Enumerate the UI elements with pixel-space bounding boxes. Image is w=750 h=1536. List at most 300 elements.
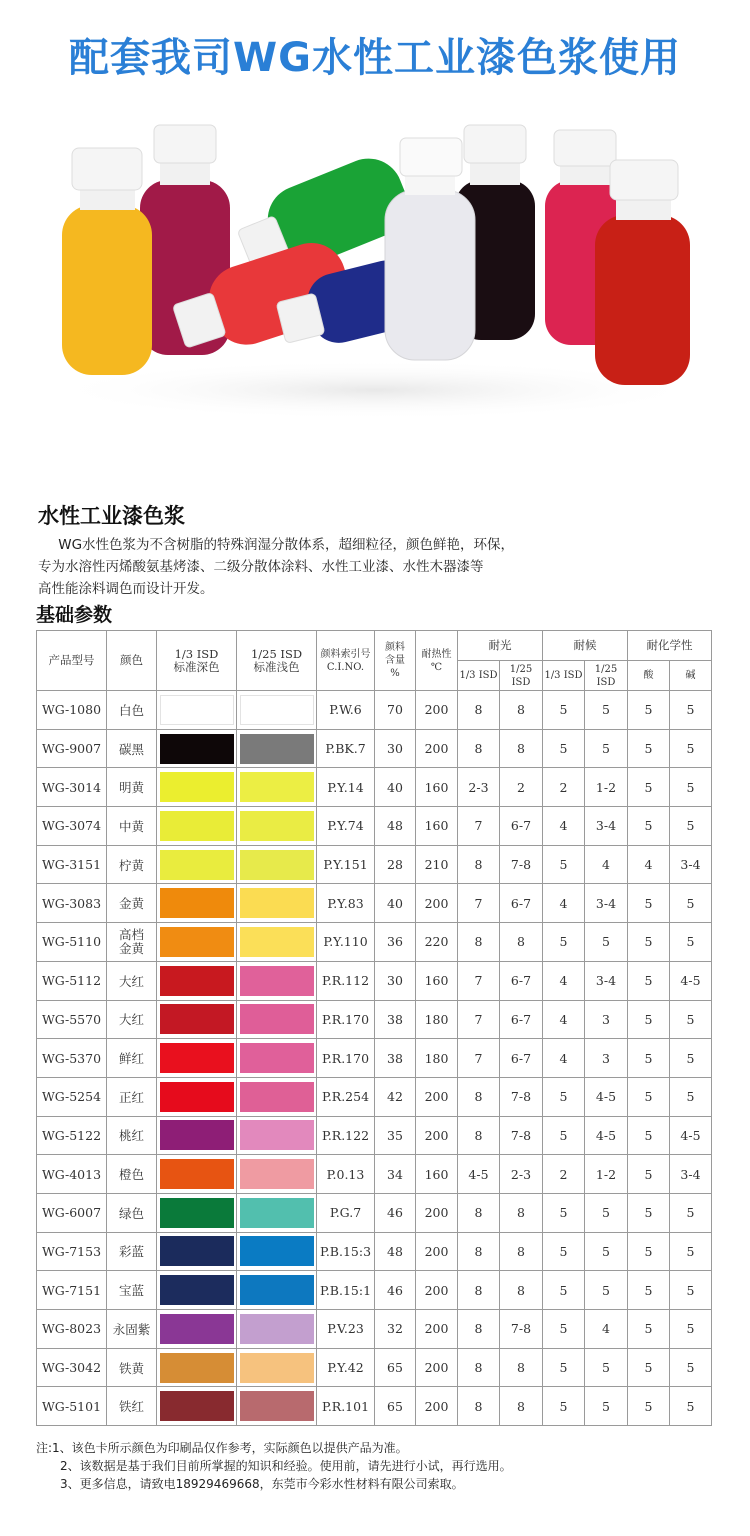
header-sub: 1/3 ISD <box>458 661 500 691</box>
cell-content-value: 38 <box>387 1050 403 1066</box>
cell-color-value: 大红 <box>118 973 144 989</box>
cell-ci-value: P.0.13 <box>326 1166 365 1182</box>
color-swatch-light <box>240 888 314 918</box>
cell-alkali <box>670 1348 712 1387</box>
cell-lf125-value: 6-7 <box>510 1050 532 1066</box>
header-ci: 颜料索引号 C.I.NO. <box>317 631 375 691</box>
cell-lf125 <box>500 768 543 807</box>
cell-lf125 <box>500 1193 543 1232</box>
cell-wr125 <box>585 1348 628 1387</box>
cell-wr13-value: 5 <box>559 1321 568 1337</box>
cell-acid-value: 5 <box>644 741 653 757</box>
cell-model <box>37 1348 107 1387</box>
cell-content-value: 42 <box>387 1089 403 1105</box>
cell-color <box>107 1116 157 1155</box>
cell-ci-value: P.R.170 <box>321 1050 370 1066</box>
cell-wr13-value: 5 <box>559 1089 568 1105</box>
cell-ci <box>317 845 375 884</box>
cell-wr13-value: 2 <box>559 1166 568 1182</box>
cell-lf125-value: 8 <box>517 1282 525 1298</box>
cell-heat-value: 160 <box>424 1166 449 1182</box>
cell-acid-value: 5 <box>644 934 653 950</box>
cell-alkali <box>670 1039 712 1078</box>
cell-wr125 <box>585 1000 628 1039</box>
cell-color <box>107 1077 157 1116</box>
cell-lf125 <box>500 1232 543 1271</box>
swatch-light-cell <box>237 1155 317 1194</box>
cell-content <box>375 729 416 768</box>
swatch-deep-cell <box>157 1000 237 1039</box>
cell-wr125-value: 5 <box>602 702 610 718</box>
color-swatch-light <box>240 1314 314 1344</box>
cell-heat <box>416 1155 458 1194</box>
cell-acid-value: 5 <box>644 1089 653 1105</box>
cell-ci <box>317 1348 375 1387</box>
cell-content <box>375 807 416 846</box>
cell-wr13 <box>543 807 585 846</box>
cell-color <box>107 1271 157 1310</box>
swatch-light-cell <box>237 691 317 730</box>
cell-model <box>37 1387 107 1426</box>
cell-ci-value: P.R.101 <box>321 1398 370 1414</box>
color-swatch-light <box>240 1082 314 1112</box>
cell-wr125 <box>585 845 628 884</box>
cell-model <box>37 1271 107 1310</box>
cell-wr125 <box>585 691 628 730</box>
cell-ci <box>317 1155 375 1194</box>
cell-content <box>375 691 416 730</box>
cell-content <box>375 1077 416 1116</box>
cell-ci <box>317 1232 375 1271</box>
cell-lf125-value: 2-3 <box>510 1166 532 1182</box>
swatch-deep-cell <box>157 1348 237 1387</box>
cell-content-value: 48 <box>387 818 403 834</box>
cell-ci-value: P.BK.7 <box>325 741 366 757</box>
color-swatch-deep <box>160 1236 234 1266</box>
table-row <box>37 1310 712 1349</box>
cell-color-value: 绿色 <box>118 1205 144 1221</box>
cell-acid-value: 5 <box>644 1205 653 1221</box>
cell-model-value: WG-5570 <box>41 1011 102 1027</box>
swatch-deep-cell <box>157 768 237 807</box>
cell-lf125-value: 8 <box>517 1398 525 1414</box>
header-content: 颜料 含量 % <box>375 631 416 691</box>
cell-acid <box>628 884 670 923</box>
cell-wr13-value: 4 <box>559 973 568 989</box>
cell-lf125-value: 6-7 <box>510 973 532 989</box>
section-title: 水性工业漆色浆 <box>38 504 185 528</box>
cell-lf13 <box>458 807 500 846</box>
cell-lf125 <box>500 1116 543 1155</box>
cell-acid <box>628 1000 670 1039</box>
cell-heat <box>416 1387 458 1426</box>
color-swatch-deep <box>160 772 234 802</box>
cell-color-value: 桃红 <box>118 1128 144 1144</box>
swatch-deep-cell <box>157 807 237 846</box>
cell-color <box>107 961 157 1000</box>
cell-alkali-value: 5 <box>686 1321 695 1337</box>
cell-heat <box>416 729 458 768</box>
cell-content-value: 36 <box>387 934 403 950</box>
cell-heat <box>416 845 458 884</box>
cell-acid <box>628 1232 670 1271</box>
cell-model <box>37 1310 107 1349</box>
cell-wr13-value: 5 <box>559 1282 568 1298</box>
cell-color-value: 柠黄 <box>118 857 144 873</box>
cell-wr125 <box>585 884 628 923</box>
cell-acid-value: 5 <box>644 973 653 989</box>
cell-ci-value: P.R.170 <box>321 1011 370 1027</box>
cell-alkali <box>670 884 712 923</box>
header-weather: 耐候 <box>543 631 628 661</box>
footnotes <box>36 1439 512 1493</box>
cell-heat <box>416 1193 458 1232</box>
table-row <box>37 1348 712 1387</box>
spec-table-body <box>37 691 712 1426</box>
cell-wr125-value: 5 <box>602 1282 610 1298</box>
table-row <box>37 1000 712 1039</box>
cell-acid <box>628 961 670 1000</box>
cell-lf125-value: 7-8 <box>510 1321 532 1337</box>
cell-lf125 <box>500 1387 543 1426</box>
cell-lf13 <box>458 1077 500 1116</box>
cell-ci-value: P.Y.42 <box>327 1360 364 1376</box>
cell-alkali-value: 5 <box>686 934 695 950</box>
table-row <box>37 1387 712 1426</box>
cell-model-value: WG-7151 <box>41 1282 102 1298</box>
cell-alkali-value: 5 <box>686 1011 695 1027</box>
cell-lf13-value: 8 <box>474 1398 483 1414</box>
color-swatch-deep <box>160 734 234 764</box>
cell-heat-value: 180 <box>424 1011 449 1027</box>
cell-wr125-value: 1-2 <box>595 1166 617 1182</box>
spec-table <box>36 630 712 1426</box>
cell-alkali <box>670 1077 712 1116</box>
cell-wr13 <box>543 1155 585 1194</box>
cell-lf125 <box>500 691 543 730</box>
cell-lf125-value: 6-7 <box>510 818 532 834</box>
color-swatch-light <box>240 1159 314 1189</box>
cell-acid-value: 5 <box>644 1050 653 1066</box>
cell-model-value: WG-5112 <box>41 973 102 989</box>
cell-content-value: 65 <box>387 1360 403 1376</box>
swatch-deep-cell <box>157 845 237 884</box>
cell-acid-value: 4 <box>644 857 653 873</box>
swatch-deep-cell <box>157 1116 237 1155</box>
swatch-light-cell <box>237 1271 317 1310</box>
color-swatch-light <box>240 966 314 996</box>
header-acid: 酸 <box>628 661 670 691</box>
cell-alkali-value: 5 <box>686 779 695 795</box>
cell-content <box>375 1310 416 1349</box>
cell-alkali-value: 5 <box>686 1089 695 1105</box>
cell-acid-value: 5 <box>644 1282 653 1298</box>
header-sub: 1/25 ISD <box>585 661 628 691</box>
cell-acid <box>628 1310 670 1349</box>
cell-wr125 <box>585 1193 628 1232</box>
cell-acid <box>628 1116 670 1155</box>
cell-wr13-value: 5 <box>559 934 568 950</box>
cell-alkali-value: 3-4 <box>680 857 701 873</box>
cell-acid-value: 5 <box>644 1398 653 1414</box>
cell-acid-value: 5 <box>644 1321 653 1337</box>
cell-lf13 <box>458 1000 500 1039</box>
cell-model <box>37 1116 107 1155</box>
cell-wr125 <box>585 1116 628 1155</box>
color-swatch-light <box>240 772 314 802</box>
color-swatch-deep <box>160 1353 234 1383</box>
cell-wr125-value: 5 <box>602 741 610 757</box>
table-row <box>37 884 712 923</box>
swatch-light-cell <box>237 1348 317 1387</box>
cell-lf125 <box>500 1039 543 1078</box>
cell-model-value: WG-7153 <box>41 1243 102 1259</box>
swatch-light-cell <box>237 884 317 923</box>
cell-wr125 <box>585 1155 628 1194</box>
cell-lf125 <box>500 1155 543 1194</box>
cell-color <box>107 729 157 768</box>
table-row <box>37 807 712 846</box>
cell-lf13 <box>458 884 500 923</box>
swatch-light-cell <box>237 1232 317 1271</box>
cell-ci-value: P.B.15:1 <box>319 1282 372 1298</box>
cell-lf125 <box>500 1271 543 1310</box>
cell-model <box>37 1077 107 1116</box>
cell-heat-value: 160 <box>424 818 449 834</box>
color-swatch-light <box>240 1391 314 1421</box>
cell-acid <box>628 1387 670 1426</box>
cell-color-value: 中黄 <box>118 818 144 834</box>
color-swatch-deep <box>160 1314 234 1344</box>
cell-lf13-value: 8 <box>474 1089 483 1105</box>
cell-lf13-value: 7 <box>474 973 483 989</box>
cell-heat <box>416 1039 458 1078</box>
cell-heat-value: 200 <box>424 741 449 757</box>
cell-content-value: 34 <box>387 1166 403 1182</box>
swatch-light-cell <box>237 1000 317 1039</box>
cell-color <box>107 1387 157 1426</box>
cell-ci <box>317 961 375 1000</box>
cell-color <box>107 1039 157 1078</box>
cell-color <box>107 691 157 730</box>
cell-wr13 <box>543 1193 585 1232</box>
cell-alkali-value: 3-4 <box>680 1166 701 1182</box>
cell-content <box>375 1348 416 1387</box>
cell-content-value: 30 <box>387 973 403 989</box>
cell-heat-value: 200 <box>424 1282 449 1298</box>
cell-content-value: 32 <box>387 1321 403 1337</box>
cell-heat <box>416 923 458 962</box>
params-title: 基础参数 <box>36 604 113 626</box>
cell-lf13 <box>458 691 500 730</box>
cell-alkali-value: 5 <box>686 1282 695 1298</box>
cell-model-value: WG-6007 <box>41 1205 102 1221</box>
cell-alkali <box>670 1000 712 1039</box>
header-sub: 1/25 ISD <box>500 661 543 691</box>
cell-ci <box>317 1271 375 1310</box>
cell-ci <box>317 807 375 846</box>
cell-heat-value: 200 <box>424 1243 449 1259</box>
cell-lf125 <box>500 1000 543 1039</box>
cell-lf125-value: 2 <box>517 779 525 795</box>
cell-lf13 <box>458 961 500 1000</box>
color-swatch-light <box>240 734 314 764</box>
cell-wr13-value: 5 <box>559 1205 568 1221</box>
cell-model <box>37 1039 107 1078</box>
cell-wr125 <box>585 1039 628 1078</box>
cell-wr125 <box>585 729 628 768</box>
cell-color <box>107 768 157 807</box>
cell-wr125-value: 3-4 <box>595 818 617 834</box>
cell-lf13 <box>458 1387 500 1426</box>
cell-wr13-value: 5 <box>559 1127 568 1143</box>
footnote: 3、更多信息，请致电18929469668，东莞市今彩水性材料有限公司索取。 <box>36 1477 464 1491</box>
banner-title: 配套我司WG水性工业漆色浆使用 <box>69 35 681 81</box>
intro-text <box>38 534 558 600</box>
cell-lf125 <box>500 923 543 962</box>
header-color: 颜色 <box>107 631 157 691</box>
cell-ci <box>317 923 375 962</box>
cell-ci-value: P.Y.14 <box>327 779 364 795</box>
cell-lf13-value: 7 <box>474 1011 483 1027</box>
cell-model-value: WG-5370 <box>41 1050 102 1066</box>
cell-color-value: 彩蓝 <box>118 1244 144 1260</box>
cell-content <box>375 1000 416 1039</box>
cell-color-value: 碳黑 <box>118 741 144 757</box>
cell-wr13 <box>543 1077 585 1116</box>
cell-heat <box>416 884 458 923</box>
cell-alkali <box>670 961 712 1000</box>
cell-model <box>37 923 107 962</box>
cell-model-value: WG-5254 <box>41 1089 102 1105</box>
cell-wr13 <box>543 1232 585 1271</box>
cell-content <box>375 961 416 1000</box>
intro-line: 高性能涂料调色而设计开发。 <box>38 581 214 597</box>
swatch-deep-cell <box>157 1387 237 1426</box>
cell-alkali-value: 5 <box>686 1243 695 1259</box>
cell-model-value: WG-9007 <box>41 741 102 757</box>
cell-wr13-value: 5 <box>559 1398 568 1414</box>
cell-wr125-value: 4-5 <box>595 1089 617 1105</box>
cell-wr13 <box>543 923 585 962</box>
color-swatch-deep <box>160 888 234 918</box>
color-swatch-deep <box>160 1004 234 1034</box>
footnote: 2、该数据是基于我们目前所掌握的知识和经验。使用前，请先进行小试，再行选用。 <box>36 1459 512 1473</box>
swatch-deep-cell <box>157 1310 237 1349</box>
table-row <box>37 768 712 807</box>
cell-model <box>37 845 107 884</box>
cell-content <box>375 845 416 884</box>
swatch-deep-cell <box>157 691 237 730</box>
cell-wr125-value: 5 <box>602 1205 610 1221</box>
cell-model <box>37 884 107 923</box>
cell-model <box>37 807 107 846</box>
color-swatch-deep <box>160 966 234 996</box>
cell-content-value: 46 <box>387 1282 403 1298</box>
cell-wr13 <box>543 1000 585 1039</box>
cell-heat-value: 200 <box>424 895 449 911</box>
cell-model-value: WG-1080 <box>41 702 102 718</box>
cell-wr125-value: 3-4 <box>595 973 617 989</box>
cell-wr125 <box>585 1387 628 1426</box>
header-deep: 1/3 ISD 标准深色 <box>157 631 237 691</box>
cell-color-value: 明黄 <box>118 780 144 796</box>
table-row <box>37 1193 712 1232</box>
cell-model-value: WG-3083 <box>41 895 102 911</box>
swatch-light-cell <box>237 1310 317 1349</box>
cell-acid-value: 5 <box>644 779 653 795</box>
cell-acid <box>628 1271 670 1310</box>
swatch-deep-cell <box>157 923 237 962</box>
cell-content <box>375 1232 416 1271</box>
header-model: 产品型号 <box>37 631 107 691</box>
cell-lf13 <box>458 1271 500 1310</box>
cell-alkali <box>670 1155 712 1194</box>
cell-wr125 <box>585 1232 628 1271</box>
color-swatch-deep <box>160 1198 234 1228</box>
cell-alkali-value: 5 <box>686 702 695 718</box>
cell-alkali <box>670 923 712 962</box>
header-chem: 耐化学性 <box>628 631 712 661</box>
product-bottles-photo <box>40 110 710 440</box>
cell-alkali-value: 4-5 <box>680 1127 701 1143</box>
cell-lf13-value: 8 <box>474 1360 483 1376</box>
cell-model <box>37 1193 107 1232</box>
cell-ci <box>317 1387 375 1426</box>
table-row <box>37 1116 712 1155</box>
cell-lf13 <box>458 1310 500 1349</box>
cell-wr13 <box>543 1039 585 1078</box>
cell-heat-value: 160 <box>424 779 449 795</box>
cell-wr125 <box>585 961 628 1000</box>
table-row <box>37 923 712 962</box>
cell-heat <box>416 961 458 1000</box>
cell-wr13-value: 4 <box>559 1011 568 1027</box>
cell-wr13 <box>543 961 585 1000</box>
table-row <box>37 961 712 1000</box>
cell-content-value: 70 <box>387 702 403 718</box>
cell-lf13-value: 8 <box>474 934 483 950</box>
cell-ci <box>317 691 375 730</box>
cell-wr125-value: 5 <box>602 1243 610 1259</box>
cell-model-value: WG-8023 <box>41 1321 102 1337</box>
cell-wr13-value: 5 <box>559 857 568 873</box>
cell-heat <box>416 768 458 807</box>
cell-color <box>107 1232 157 1271</box>
cell-ci <box>317 884 375 923</box>
cell-alkali <box>670 1271 712 1310</box>
cell-lf13 <box>458 1232 500 1271</box>
cell-heat <box>416 1348 458 1387</box>
cell-color-value: 橙色 <box>118 1167 144 1183</box>
cell-model-value: WG-5122 <box>41 1127 102 1143</box>
cell-model <box>37 1232 107 1271</box>
swatch-light-cell <box>237 1039 317 1078</box>
cell-model <box>37 691 107 730</box>
cell-wr125 <box>585 807 628 846</box>
cell-model <box>37 1000 107 1039</box>
cell-ci-value: P.Y.110 <box>323 934 368 950</box>
cell-ci-value: P.R.112 <box>321 973 370 989</box>
color-swatch-light <box>240 1236 314 1266</box>
cell-wr125 <box>585 768 628 807</box>
cell-color-value: 鲜红 <box>118 1051 144 1067</box>
cell-wr13 <box>543 1310 585 1349</box>
swatch-light-cell <box>237 807 317 846</box>
color-swatch-light <box>240 927 314 957</box>
cell-model-value: WG-3014 <box>41 779 102 795</box>
color-swatch-light <box>240 1120 314 1150</box>
